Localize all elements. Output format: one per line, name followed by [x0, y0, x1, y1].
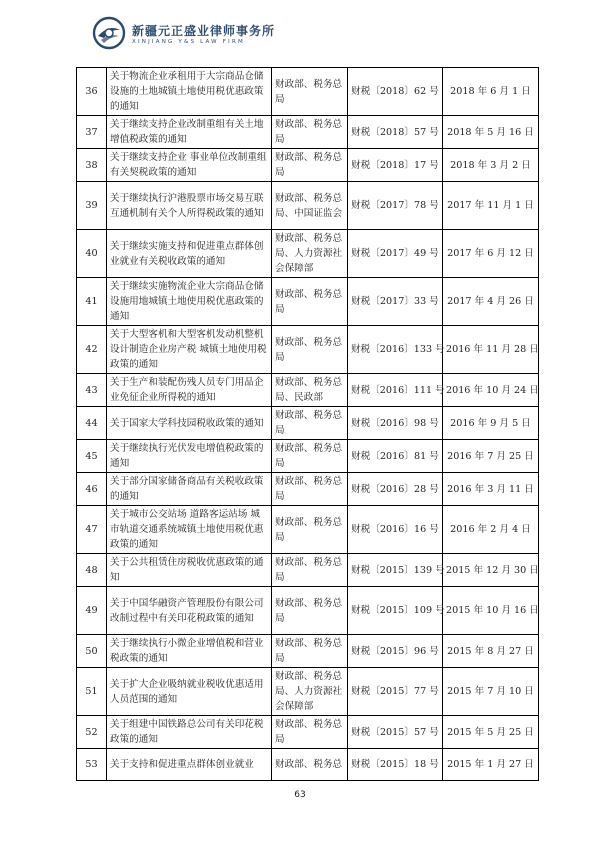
- table-row: [77, 278, 539, 326]
- table-row: [77, 68, 539, 116]
- issuing-authority: 财政部、税务总局: [272, 554, 348, 587]
- firm-name-cn: 新疆元正盛业律师事务所: [132, 24, 276, 38]
- row-number: 53: [77, 749, 107, 781]
- policy-title: 关于继续支持企业 事业单位改制重组有关契税政策的通知: [107, 149, 272, 182]
- row-number: 42: [77, 326, 107, 374]
- issue-date: 2018 年 6 月 1 日: [443, 68, 539, 116]
- policy-title: 关于继续实施物流企业大宗商品仓储设施用地城镇土地使用税优惠政策的通知: [107, 278, 272, 326]
- issue-date: 2015 年 5 月 25 日: [443, 716, 539, 749]
- row-number: 41: [77, 278, 107, 326]
- issuing-authority: 财政部、税务总局、中国证监会: [272, 182, 348, 230]
- document-number: 财税〔2016〕28 号: [348, 473, 443, 506]
- document-number: 财税〔2015〕57 号: [348, 716, 443, 749]
- table-row: [77, 554, 539, 587]
- issuing-authority: 财政部、税务总局: [272, 116, 348, 149]
- table-row: [77, 635, 539, 668]
- document-number: 财税〔2015〕139 号: [348, 554, 443, 587]
- document-number: 财税〔2016〕81 号: [348, 440, 443, 473]
- issuing-authority: 财政部、税务总局: [272, 506, 348, 554]
- table-row: [77, 116, 539, 149]
- issue-date: 2017 年 11 月 1 日: [443, 182, 539, 230]
- issue-date: 2015 年 7 月 10 日: [443, 668, 539, 716]
- issue-date: 2016 年 2 月 4 日: [443, 506, 539, 554]
- row-number: 46: [77, 473, 107, 506]
- row-number: 49: [77, 587, 107, 635]
- page-number: 63: [294, 790, 306, 800]
- document-number: 财税〔2016〕98 号: [348, 407, 443, 440]
- issuing-authority: 财政部、税务总局、人力资源社会保障部: [272, 668, 348, 716]
- issuing-authority: 财政部、税务总局: [272, 278, 348, 326]
- issuing-authority: 财政部、税务总局: [272, 716, 348, 749]
- row-number: 50: [77, 635, 107, 668]
- letterhead: [92, 14, 292, 50]
- issue-date: 2016 年 11 月 28 日: [443, 326, 539, 374]
- issue-date: 2016 年 10 月 24 日: [443, 374, 539, 407]
- issuing-authority: 财政部、税务总: [272, 749, 348, 781]
- row-number: 51: [77, 668, 107, 716]
- issue-date: 2016 年 3 月 11 日: [443, 473, 539, 506]
- row-number: 36: [77, 68, 107, 116]
- row-number: 44: [77, 407, 107, 440]
- issuing-authority: 财政部、税务总局: [272, 68, 348, 116]
- table-row: [77, 326, 539, 374]
- policy-title: 关于公共租赁住房税收优惠政策的通知: [107, 554, 272, 587]
- issue-date: 2015 年 1 月 27 日: [443, 749, 539, 781]
- document-number: 财税〔2017〕78 号: [348, 182, 443, 230]
- policy-table-body: [77, 68, 539, 781]
- table-row: [77, 230, 539, 278]
- table-row: [77, 587, 539, 635]
- policy-title: 关于生产和装配伤残人员专门用品企业免征企业所得税的通知: [107, 374, 272, 407]
- document-number: 财税〔2018〕57 号: [348, 116, 443, 149]
- policy-title: 关于组建中国铁路总公司有关印花税政策的通知: [107, 716, 272, 749]
- issuing-authority: 财政部、税务总局: [272, 635, 348, 668]
- issuing-authority: 财政部、税务总局: [272, 149, 348, 182]
- table-row: [77, 473, 539, 506]
- issue-date: 2018 年 3 月 2 日: [443, 149, 539, 182]
- firm-name-en: XINJIANG Y&S LAW FIRM: [132, 39, 245, 45]
- issue-date: 2017 年 4 月 26 日: [443, 278, 539, 326]
- issuing-authority: 财政部、税务总局、民政部: [272, 374, 348, 407]
- policy-title: 关于继续支持企业改制重组有关土地增值税政策的通知: [107, 116, 272, 149]
- table-row: [77, 182, 539, 230]
- issuing-authority: 财政部、税务总局、人力资源社会保障部: [272, 230, 348, 278]
- document-number: 财税〔2017〕49 号: [348, 230, 443, 278]
- table-row: [77, 668, 539, 716]
- issue-date: 2015 年 10 月 16 日: [443, 587, 539, 635]
- row-number: 39: [77, 182, 107, 230]
- policy-title: 关于支持和促进重点群体创业就业: [107, 749, 272, 781]
- issuing-authority: 财政部、税务总局: [272, 407, 348, 440]
- issue-date: 2016 年 9 月 5 日: [443, 407, 539, 440]
- document-number: 财税〔2015〕18 号: [348, 749, 443, 781]
- policy-title: 关于大型客机和大型客机发动机整机设计制造企业房产税 城镇土地使用税政策的通知: [107, 326, 272, 374]
- row-number: 43: [77, 374, 107, 407]
- issuing-authority: 财政部、税务总局: [272, 473, 348, 506]
- document-number: 财税〔2015〕96 号: [348, 635, 443, 668]
- row-number: 40: [77, 230, 107, 278]
- document-number: 财税〔2016〕133 号: [348, 326, 443, 374]
- policy-title: 关于继续执行光伏发电增值税政策的通知: [107, 440, 272, 473]
- issue-date: 2015 年 12 月 30 日: [443, 554, 539, 587]
- issuing-authority: 财政部、税务总局: [272, 587, 348, 635]
- issuing-authority: 财政部、税务总局: [272, 326, 348, 374]
- policy-title: 关于继续实施支持和促进重点群体创业就业有关税收政策的通知: [107, 230, 272, 278]
- table-row: [77, 440, 539, 473]
- row-number: 47: [77, 506, 107, 554]
- issue-date: 2016 年 7 月 25 日: [443, 440, 539, 473]
- table-row: [77, 149, 539, 182]
- document-number: 财税〔2017〕33 号: [348, 278, 443, 326]
- row-number: 45: [77, 440, 107, 473]
- policy-title: 关于继续执行沪港股票市场交易互联互通机制有关个人所得税政策的通知: [107, 182, 272, 230]
- issuing-authority: 财政部、税务总局: [272, 440, 348, 473]
- firm-logo-icon: [92, 16, 126, 50]
- document-number: 财税〔2016〕16 号: [348, 506, 443, 554]
- row-number: 52: [77, 716, 107, 749]
- table-row: [77, 506, 539, 554]
- policy-table: [76, 67, 539, 781]
- policy-title: 关于扩大企业吸纳就业税收优惠适用人员范围的通知: [107, 668, 272, 716]
- table-row: [77, 716, 539, 749]
- policy-title: 关于国家大学科技园税收政策的通知: [107, 407, 272, 440]
- policy-title: 关于城市公交站场 道路客运站场 城市轨道交通系统城镇土地使用税优惠政策的通知: [107, 506, 272, 554]
- row-number: 38: [77, 149, 107, 182]
- table-row: [77, 407, 539, 440]
- document-number: 财税〔2016〕111 号: [348, 374, 443, 407]
- row-number: 37: [77, 116, 107, 149]
- policy-title: 关于物流企业承租用于大宗商品仓储设施的土地城镇土地使用税优惠政策的通知: [107, 68, 272, 116]
- issue-date: 2018 年 5 月 16 日: [443, 116, 539, 149]
- document-number: 财税〔2015〕77 号: [348, 668, 443, 716]
- table-row: [77, 374, 539, 407]
- issue-date: 2015 年 8 月 27 日: [443, 635, 539, 668]
- document-number: 财税〔2018〕62 号: [348, 68, 443, 116]
- policy-title: 关于继续执行小微企业增值税和营业税政策的通知: [107, 635, 272, 668]
- table-row: [77, 749, 539, 781]
- policy-title: 关于中国华融资产管理股份有限公司改制过程中有关印花税政策的通知: [107, 587, 272, 635]
- issue-date: 2017 年 6 月 12 日: [443, 230, 539, 278]
- document-number: 财税〔2018〕17 号: [348, 149, 443, 182]
- document-number: 财税〔2015〕109 号: [348, 587, 443, 635]
- policy-title: 关于部分国家储备商品有关税收政策的通知: [107, 473, 272, 506]
- row-number: 48: [77, 554, 107, 587]
